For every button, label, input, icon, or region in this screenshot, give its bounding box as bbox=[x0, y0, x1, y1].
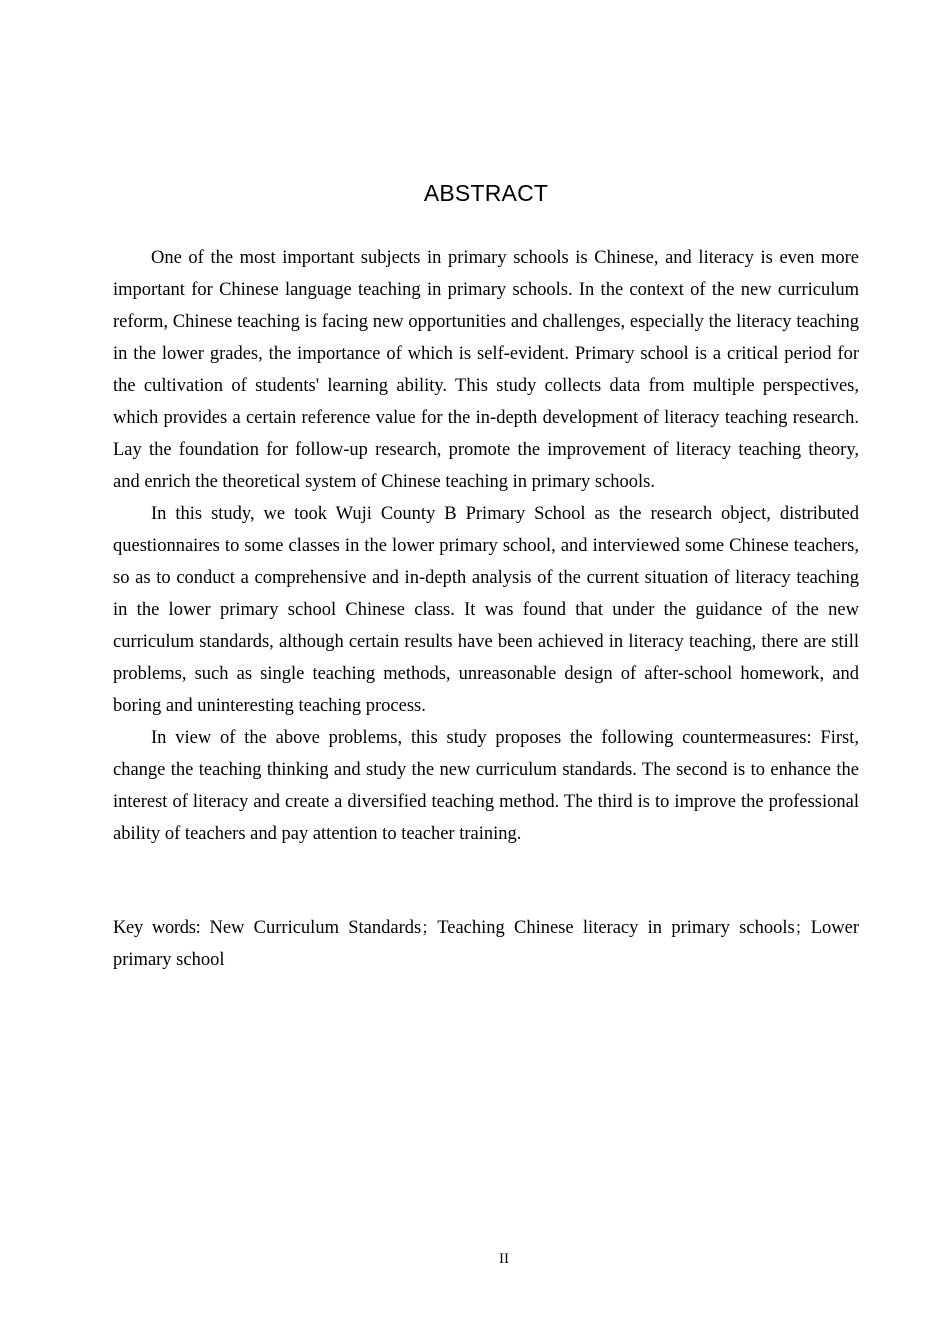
keyword-item: Lower primary school bbox=[113, 918, 859, 970]
keywords-line bbox=[113, 912, 859, 976]
abstract-title: ABSTRACT bbox=[423, 180, 549, 206]
keyword-separator: ； bbox=[421, 918, 438, 937]
abstract-paragraph-1: One of the most important subjects in primary schools is Chinese, and literacy is even more important for Chinese language teaching in primary schools. In the context of the new curriculum reform, Chinese teaching is facing new opportunities and challenges, especially the literacy teaching in the lower grades, the importance of which is self-evident. Primary school is a critical period for the cultivation of students' learning ability. This study collects data from multiple perspectives, which provides a certain reference value for the in-depth development of literacy teaching research. Lay the foundation for follow-up research, promote the improvement of literacy teaching theory, and enrich the theoretical system of Chinese teaching in primary schools. bbox=[113, 248, 859, 492]
abstract-body bbox=[113, 242, 859, 850]
keyword-item: Teaching Chinese literacy in primary schools bbox=[437, 918, 795, 938]
abstract-paragraph-2: In this study, we took Wuji County B Primary School as the research object, distributed questionnaires to some classes in the lower primary school, and interviewed some Chinese teachers, so as to conduct a comprehensive and in-depth analysis of the current situation of literacy teaching in the lower primary school Chinese class. It was found that under the guidance of the new curriculum standards, although certain results have been achieved in literacy teaching, there are still problems, such as single teaching methods, unreasonable design of after-school homework, and boring and uninteresting teaching process. bbox=[113, 504, 859, 716]
page-number: II bbox=[499, 1251, 509, 1267]
keyword-separator: ； bbox=[794, 918, 811, 937]
keyword-item: New Curriculum Standards bbox=[209, 918, 422, 938]
abstract-paragraph-3: In view of the above problems, this study proposes the following countermeasures: First, change the teaching thinking and study the new curriculum standards. The second is to enhance the interest of literacy and create a diversified teaching method. The third is to improve the professional ability of teachers and pay attention to teacher training. bbox=[113, 728, 859, 844]
keywords-label: Key words: bbox=[113, 918, 210, 938]
